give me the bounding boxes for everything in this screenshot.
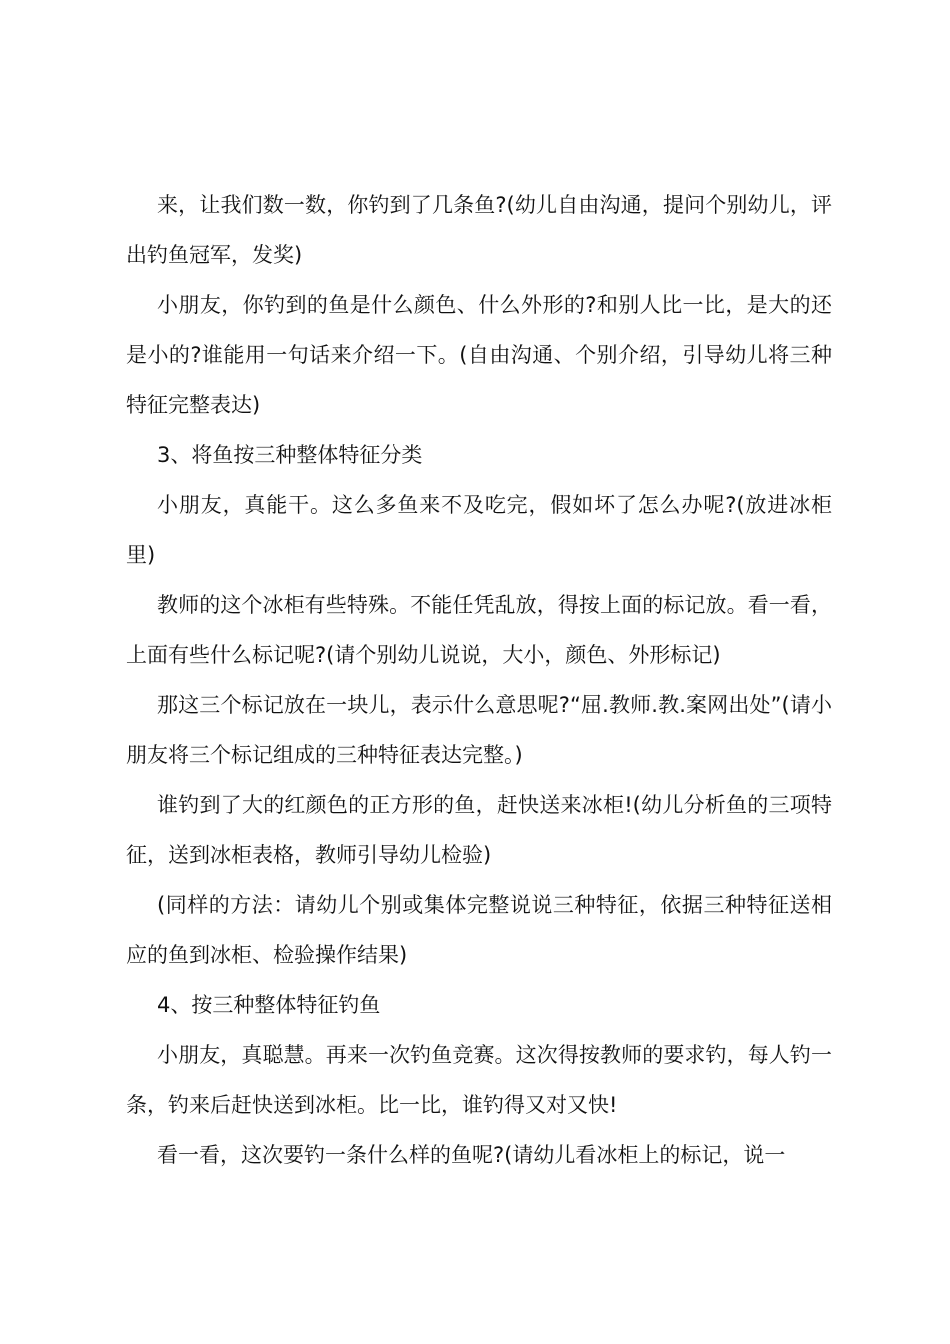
document-page xyxy=(126,180,832,1180)
paragraph-same-method: (同样的方法：请幼儿个别或集体完整说说三种特征，依据三种特征送相应的鱼到冰柜、检验操作结果) xyxy=(126,893,832,967)
section-heading-fishing: 4、按三种整体特征钓鱼 xyxy=(157,993,381,1017)
paragraph-three-marks: 那这三个标记放在一块儿，表示什么意思呢?“屈.教师.教.案网出处”(请小朋友将三个标记组成的三种特征表达完整。) xyxy=(126,693,832,767)
section-heading-classify: 3、将鱼按三种整体特征分类 xyxy=(157,443,423,467)
paragraph-freezer-question: 小朋友，真能干。这么多鱼来不及吃完，假如坏了怎么办呢?(放进冰柜里) xyxy=(126,493,832,567)
paragraph-freezer-marks: 教师的这个冰柜有些特殊。不能任凭乱放，得按上面的标记放。看一看，上面有些什么标记呢?(请个别幼儿说说，大小，颜色、外形标记) xyxy=(126,593,832,667)
paragraph-count-fish: 来，让我们数一数，你钓到了几条鱼?(幼儿自由沟通，提问个别幼儿，评出钓鱼冠军，发奖) xyxy=(126,193,832,267)
paragraph-red-square-fish: 谁钓到了大的红颜色的正方形的鱼，赶快送来冰柜!(幼儿分析鱼的三项特征，送到冰柜表格，教师引导幼儿检验) xyxy=(126,793,832,867)
paragraph-competition: 小朋友，真聪慧。再来一次钓鱼竞赛。这次得按教师的要求钓，每人钓一条，钓来后赶快送到冰柜。比一比，谁钓得又对又快! xyxy=(126,1043,832,1117)
paragraph-describe-fish: 小朋友，你钓到的鱼是什么颜色、什么外形的?和别人比一比，是大的还是小的?谁能用一句话来介绍一下。(自由沟通、个别介绍，引导幼儿将三种特征完整表达) xyxy=(126,293,832,417)
paragraph-look-marks: 看一看，这次要钓一条什么样的鱼呢?(请幼儿看冰柜上的标记，说一 xyxy=(157,1143,786,1167)
